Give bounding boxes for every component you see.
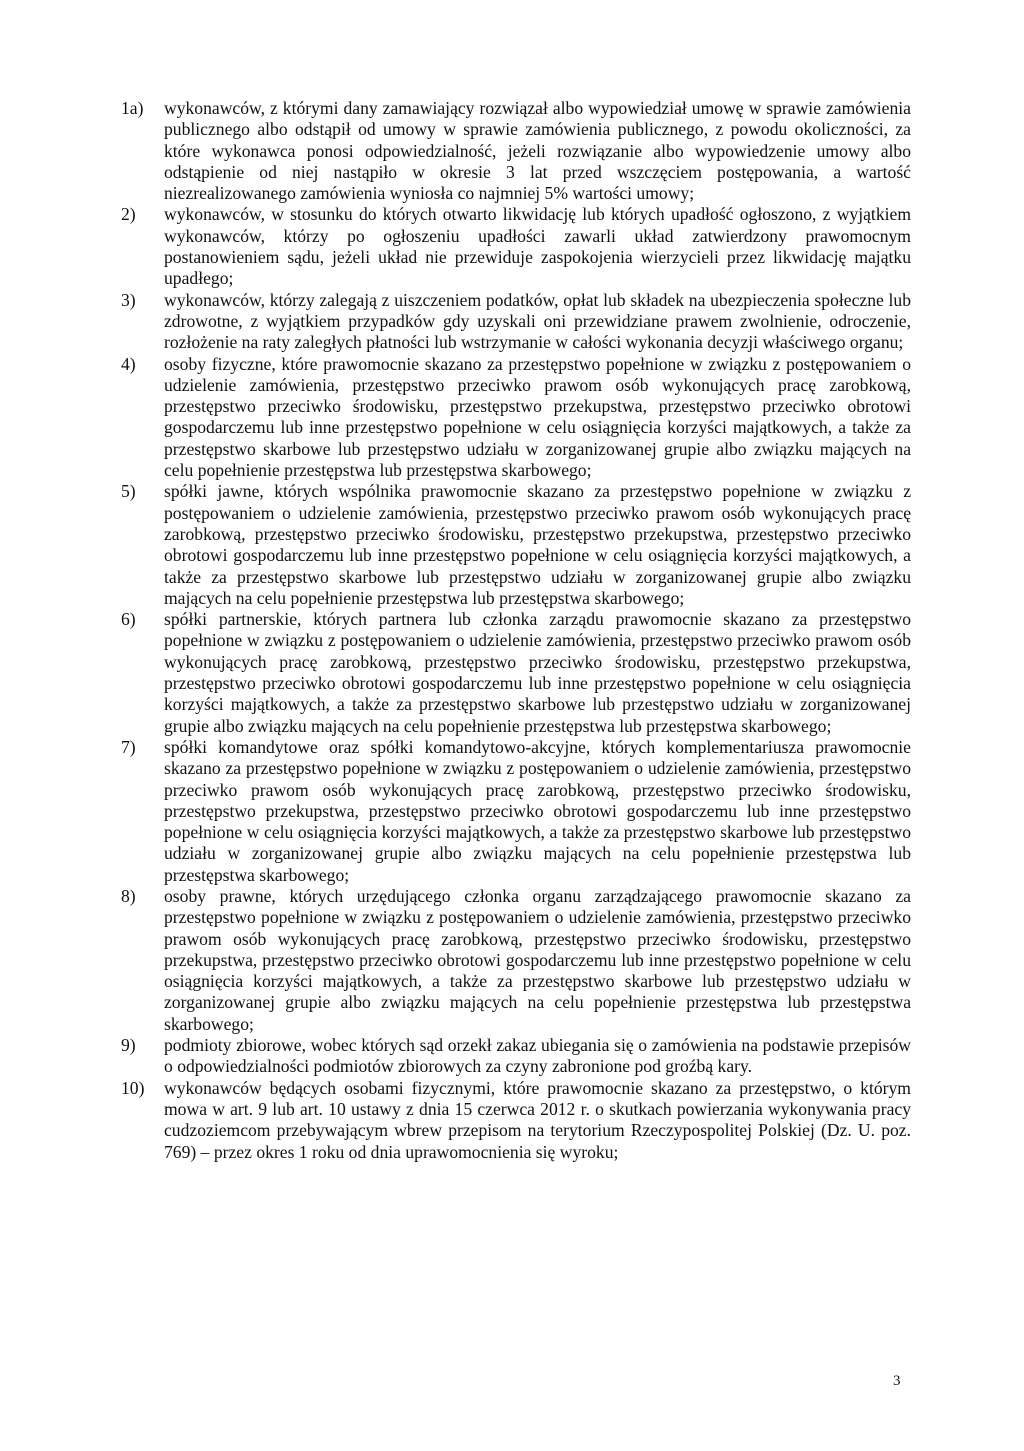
- list-item: [121, 481, 911, 609]
- exclusion-list: [121, 98, 911, 1163]
- list-item-text: wykonawców, w stosunku do których otwarto likwidację lub których upadłość ogłoszono, z wyjątkiem wykonawców, którzy po ogłoszeniu upadłości zawarli układ zatwierdzony prawomocnym postanowieniem sądu, jeżeli układ nie przewiduje zaspokojenia wierzycieli przez likwidację majątku upadłego;: [164, 204, 911, 289]
- list-item: [121, 98, 911, 204]
- list-item-number: 1a): [121, 98, 144, 118]
- list-item-number: 10): [121, 1077, 145, 1098]
- list-item-text: spółki partnerskie, których partnera lub członka zarządu prawomocnie skazano za przestępstwo popełnione w związku z postępowaniem o udzielenie zamówienia, przestępstwo przeciwko prawom osób wykonujących pracę zarobkową, przestępstwo przeciwko środowisku, przestępstwo przekupstwa, przestępstwo przeciwko obrotowi gospodarczemu lub inne przestępstwo popełnione w celu osiągnięcia korzyści majątkowych, a także za przestępstwo skarbowe lub przestępstwo udziału w zorganizowanej grupie albo związku mających na celu popełnienie przestępstwa lub przestępstwa skarbowego;: [164, 609, 911, 736]
- list-item: [121, 1078, 911, 1163]
- list-item-text: wykonawców będących osobami fizycznymi, które prawomocnie skazano za przestępstwo, o którym mowa w art. 9 lub art. 10 ustawy z dnia 15 czerwca 2012 r. o skutkach powierzania wykonywania pracy cudzoziemcom przebywającym wbrew przepisom na terytorium Rzeczypospolitej Polskiej (Dz. U. poz. 769) – przez okres 1 roku od dnia uprawomocnienia się wyroku;: [164, 1077, 911, 1162]
- list-item-text: wykonawców, którzy zalegają z uiszczeniem podatków, opłat lub składek na ubezpieczenia społeczne lub zdrowotne, z wyjątkiem przypadków gdy uzyskali oni przewidziane prawem zwolnienie, odroczenie, rozłożenie na raty zaległych płatności lub wstrzymanie w całości wykonania decyzji właściwego organu;: [164, 289, 911, 353]
- list-item-text: podmioty zbiorowe, wobec których sąd orzekł zakaz ubiegania się o zamówienia na podstawie przepisów o odpowiedzialności podmiotów zbiorowych za czyny zabronione pod groźbą kary.: [164, 1035, 911, 1077]
- list-item-text: osoby fizyczne, które prawomocnie skazano za przestępstwo popełnione w związku z postępowaniem o udzielenie zamówienia, przestępstwo przeciwko prawom osób wykonujących pracę zarobkową, przestępstwo przeciwko środowisku, przestępstwo przekupstwa, przestępstwo przeciwko obrotowi gospodarczemu lub inne przestępstwo popełnione w celu osiągnięcia korzyści majątkowych, a także za przestępstwo skarbowe lub przestępstwo udziału w zorganizowanej grupie albo związku mających na celu popełnienie przestępstwa lub przestępstwa skarbowego;: [164, 353, 911, 481]
- list-item: [121, 737, 911, 886]
- list-item-number: 7): [121, 736, 136, 757]
- list-item-text: spółki jawne, których wspólnika prawomocnie skazano za przestępstwo popełnione w związku z postępowaniem o udzielenie zamówienia, przestępstwo przeciwko prawom osób wykonujących pracę zarobkową, przestępstwo przeciwko środowisku, przestępstwo przekupstwa, przestępstwo przeciwko obrotowi gospodarczemu lub inne przestępstwo popełnione w celu osiągnięcia korzyści majątkowych, a także za przestępstwo skarbowe lub przestępstwo udziału w zorganizowanej grupie albo związku mających na celu popełnienie przestępstwa lub przestępstwa skarbowego;: [164, 481, 911, 608]
- list-item-number: 6): [121, 609, 136, 630]
- list-item-text: osoby prawne, których urzędującego członka organu zarządzającego prawomocnie skazano za przestępstwo popełnione w związku z postępowaniem o udzielenie zamówienia, przestępstwo przeciwko prawom osób wykonujących pracę zarobkową, przestępstwo przeciwko środowisku, przestępstwo przekupstwa, przestępstwo przeciwko obrotowi gospodarczemu lub inne przestępstwo popełnione w celu osiągnięcia korzyści majątkowych, a także za przestępstwo skarbowe lub przestępstwo udziału w zorganizowanej grupie albo związku mających na celu popełnienie przestępstwa lub przestępstwa skarbowego;: [164, 885, 911, 1034]
- list-item: [121, 1035, 911, 1078]
- list-item-number: 8): [121, 885, 136, 906]
- list-item: [121, 354, 911, 482]
- list-item: [121, 886, 911, 1035]
- list-item: [121, 290, 911, 354]
- list-item-number: 9): [121, 1035, 136, 1056]
- list-item-text: spółki komandytowe oraz spółki komandytowo-akcyjne, których komplementariusza prawomocnie skazano za przestępstwo popełnione w związku z postępowaniem o udzielenie zamówienia, przestępstwo przeciwko prawom osób wykonujących pracę zarobkową, przestępstwo przeciwko środowisku, przestępstwo przekupstwa, przestępstwo przeciwko obrotowi gospodarczemu lub inne przestępstwo popełnione w celu osiągnięcia korzyści majątkowych, a także za przestępstwo skarbowe lub przestępstwo udziału w zorganizowanej grupie albo związku mających na celu popełnienie przestępstwa lub przestępstwa skarbowego;: [164, 736, 911, 885]
- page-number: 3: [893, 1373, 901, 1389]
- list-item: [121, 204, 911, 289]
- list-item-number: 3): [121, 289, 136, 310]
- list-item-text: wykonawców, z którymi dany zamawiający rozwiązał albo wypowiedział umowę w sprawie zamówienia publicznego albo odstąpił od umowy w sprawie zamówienia publicznego, z powodu okoliczności, za które wykonawca ponosi odpowiedzialność, jeżeli rozwiązanie albo wypowiedzenie umowy albo odstąpienie od niej nastąpiło w okresie 3 lat przed wszczęciem postępowania, a wartość niezrealizowanego zamówienia wyniosła co najmniej 5% wartości umowy;: [164, 98, 911, 204]
- list-item-number: 5): [121, 481, 136, 502]
- list-item-number: 2): [121, 204, 136, 225]
- list-item-number: 4): [121, 353, 136, 374]
- list-item: [121, 609, 911, 737]
